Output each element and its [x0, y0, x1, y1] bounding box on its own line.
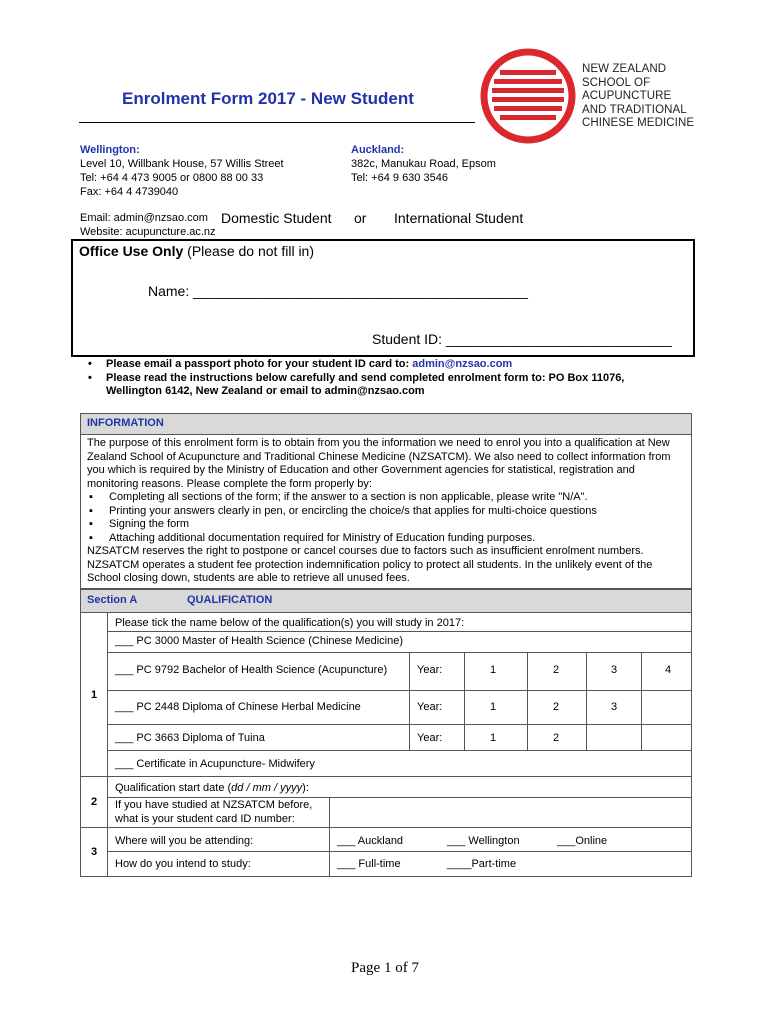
attending-auckland-option[interactable]: ___ Auckland — [337, 835, 404, 847]
information-outro-2: NZSATCM operates a student fee protection indemnification policy to protect all students. In the unlikely event of the School closing down, students are able to retrieve all unused fees. — [87, 558, 653, 584]
year-label: Year: — [417, 664, 443, 676]
study-part-time-option[interactable]: ____Part-time — [447, 858, 517, 870]
office-student-id-field: Student ID: _____________________________ — [372, 331, 672, 347]
row-divider — [107, 851, 691, 852]
office-use-bold: Office Use Only — [79, 243, 184, 259]
row-divider — [107, 652, 691, 653]
grid-line — [409, 652, 410, 750]
row-divider — [107, 797, 691, 798]
section-a-header — [81, 590, 691, 613]
grid-line — [527, 652, 528, 750]
logo-line: AND TRADITIONAL — [582, 103, 687, 116]
logo-line: CHINESE MEDICINE — [582, 117, 695, 129]
row-divider — [107, 724, 691, 725]
qualification-pc3000[interactable]: ___ PC 3000 Master of Health Science (Chinese Medicine) — [115, 635, 403, 647]
information-header: INFORMATION — [81, 414, 691, 434]
note-item — [88, 372, 648, 399]
information-item-text: Completing all sections of the form; if the answer to a section is non applicable, please write "N/A". — [109, 491, 588, 503]
email-text: Email: admin@nzsao.com — [80, 212, 208, 224]
information-intro: The purpose of this enrolment form is to obtain from you the information we need to enrol you into a qualification at New Zealand School of Acupuncture and Traditional Chinese Medicine (NZSATCM). We also need to collect information from you which is required by the Ministry of Education and other Government agencies for statistical, registration and monitoring reasons. Please complete the form properly by: — [87, 437, 671, 490]
year-option[interactable]: 2 — [553, 664, 560, 676]
question-row-2 — [81, 777, 691, 828]
qualification-certificate[interactable]: ___ Certificate in Acupuncture- Midwifery — [115, 758, 315, 770]
information-item — [87, 491, 685, 505]
year-option[interactable]: 1 — [490, 701, 497, 713]
bullet-icon: • — [88, 358, 92, 370]
row-divider — [107, 750, 691, 751]
square-bullet-icon: ▪ — [89, 504, 93, 517]
domestic-student-option[interactable]: Domestic Student — [221, 210, 332, 226]
study-full-time-option[interactable]: ___ Full-time — [337, 858, 401, 870]
website-text: Website: acupuncture.ac.nz — [80, 226, 216, 238]
bullet-icon: • — [88, 371, 92, 384]
qualification-instruction: Please tick the name below of the qualification(s) you will study in 2017: — [115, 617, 465, 629]
office-use-title — [79, 243, 314, 259]
logo-line: NEW ZEALAND — [582, 63, 667, 75]
page-number: Page 1 of 7 — [351, 960, 419, 976]
auckland-label: Auckland: — [351, 144, 405, 156]
row-divider — [107, 690, 691, 691]
previous-study-label: If you have studied at NZSATCM before, what is your student card ID number: — [115, 799, 313, 825]
information-outro-1: NZSATCM reserves the right to postpone or cancel courses due to factors such as insufficient enrolment numbers. — [87, 545, 644, 557]
wellington-address: Level 10, Willbank House, 57 Willis Street — [80, 158, 284, 170]
start-date-end: ): — [302, 782, 309, 794]
year-option[interactable]: 1 — [490, 732, 497, 744]
notes-list — [88, 358, 648, 399]
year-option[interactable]: 2 — [553, 732, 560, 744]
information-body — [81, 434, 691, 588]
information-item-text: Printing your answers clearly in pen, or encircling the choice/s that applies for multi-choice questions — [109, 504, 597, 517]
square-bullet-icon: ▪ — [89, 531, 93, 544]
qualification-table — [80, 589, 692, 877]
office-name-field: Name: ___________________________________________ — [148, 283, 528, 299]
start-date-text: Qualification start date ( — [115, 782, 232, 794]
qualification-pc3663[interactable]: ___ PC 3663 Diploma of Tuina — [115, 732, 265, 744]
information-item — [87, 532, 685, 546]
international-student-option[interactable]: International Student — [394, 210, 524, 226]
wellington-contact — [80, 143, 284, 199]
note-text: Please email a passport photo for your student ID card to: — [106, 358, 413, 370]
year-option[interactable]: 3 — [611, 664, 618, 676]
office-use-note: (Please do not fill in) — [183, 243, 314, 259]
wellington-fax: Fax: +64 4 4739040 — [80, 186, 179, 198]
logo-line: ACUPUNCTURE — [582, 90, 672, 102]
auckland-address: 382c, Manukau Road, Epsom — [351, 158, 496, 170]
wellington-tel: Tel: +64 4 473 9005 or 0800 88 00 33 — [80, 172, 264, 184]
start-date-label — [115, 782, 309, 794]
study-mode-label: How do you intend to study: — [115, 858, 251, 870]
qualification-pc2448[interactable]: ___ PC 2448 Diploma of Chinese Herbal Medicine — [115, 701, 361, 713]
information-item — [87, 505, 685, 519]
year-option[interactable]: 2 — [553, 701, 560, 713]
auckland-tel: Tel: +64 9 630 3546 — [351, 172, 448, 184]
row-number: 2 — [81, 777, 108, 827]
qualification-pc9792[interactable]: ___ PC 9792 Bachelor of Health Science (Acupuncture) — [115, 664, 388, 676]
question-row-3 — [81, 828, 691, 876]
row-number: 3 — [81, 828, 108, 876]
year-label: Year: — [417, 701, 443, 713]
grid-line — [586, 652, 587, 750]
section-a-label: Section A — [87, 594, 138, 606]
row-number: 1 — [81, 613, 108, 776]
logo-line: SCHOOL OF — [582, 76, 651, 89]
information-item-text: Signing the form — [109, 518, 190, 530]
grid-line — [329, 797, 330, 827]
information-table — [80, 413, 692, 589]
school-logo — [478, 46, 578, 146]
year-option[interactable]: 3 — [611, 701, 618, 713]
logo-text — [582, 63, 694, 131]
wellington-label: Wellington: — [80, 144, 140, 156]
form-title: Enrolment Form 2017 - New Student — [122, 89, 414, 108]
square-bullet-icon: ▪ — [89, 491, 93, 503]
year-option[interactable]: 4 — [665, 664, 672, 676]
or-text: or — [354, 210, 367, 226]
row-divider — [107, 631, 691, 632]
grid-line — [464, 652, 465, 750]
square-bullet-icon: ▪ — [89, 518, 93, 530]
note-text: Please read the instructions below carefully and send completed enrolment form to: PO Box 11076, Wellington 6142, New Zealand or email to admin@nzsao.com — [106, 371, 625, 397]
year-option[interactable]: 1 — [490, 664, 497, 676]
start-date-format: dd / mm / yyyy — [231, 782, 303, 794]
attending-online-option[interactable]: ___Online — [557, 835, 608, 847]
section-a-title: QUALIFICATION — [187, 594, 273, 606]
auckland-contact — [351, 143, 496, 185]
grid-line — [329, 828, 330, 876]
note-email-link[interactable]: admin@nzsao.com — [412, 358, 513, 370]
question-row-1 — [81, 613, 691, 777]
title-underline — [79, 122, 475, 123]
attending-wellington-option[interactable]: ___ Wellington — [447, 835, 520, 847]
grid-line — [641, 652, 642, 750]
information-item-text: Attaching additional documentation required for Ministry of Education funding purposes. — [109, 531, 536, 544]
information-item — [87, 518, 685, 532]
attending-label: Where will you be attending: — [115, 835, 254, 847]
note-item — [88, 358, 648, 372]
year-label: Year: — [417, 732, 443, 744]
